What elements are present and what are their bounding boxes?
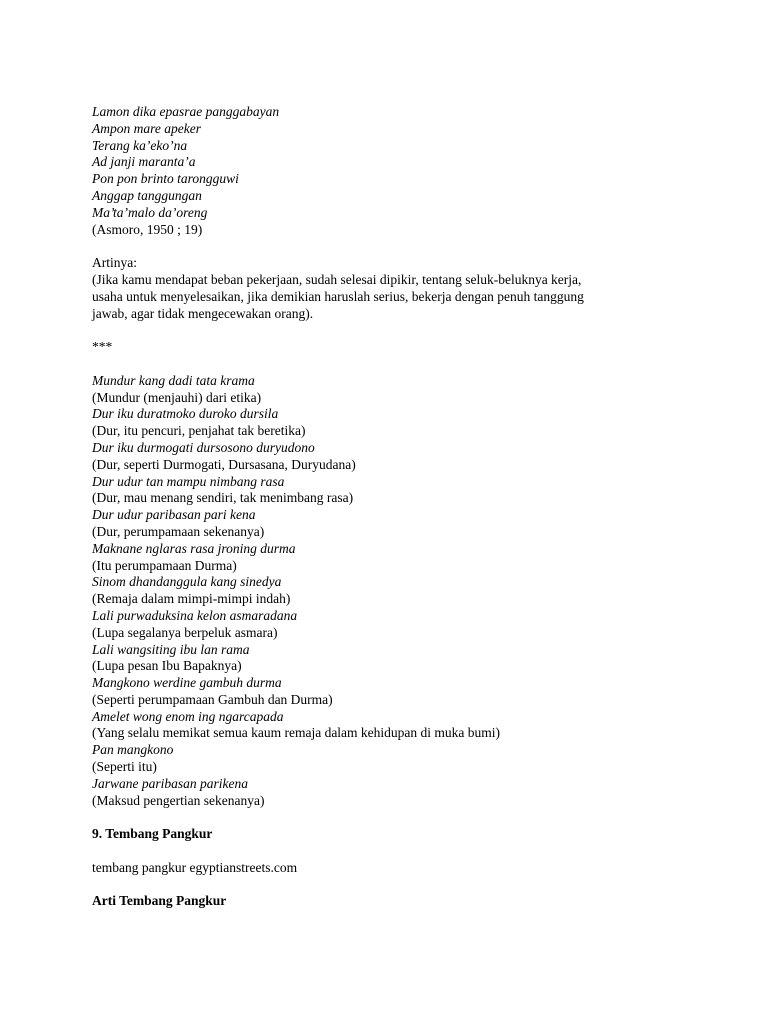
translation-line: (Maksud pengertian sekenanya) bbox=[92, 792, 265, 808]
meaning-text-line: jawab, agar tidak mengecewakan orang). bbox=[92, 305, 314, 321]
javanese-line: Pan mangkono bbox=[92, 742, 174, 758]
javanese-line: Lali purwaduksina kelon asmaradana bbox=[92, 607, 298, 623]
poem-line: Anggap tanggungan bbox=[92, 187, 202, 203]
translation-line: (Dur, perumpamaan sekenanya) bbox=[92, 523, 265, 539]
javanese-line: Sinom dhandanggula kang sinedya bbox=[92, 574, 282, 590]
translation-line: (Seperti itu) bbox=[92, 759, 157, 775]
translation-line: (Lupa segalanya berpeluk asmara) bbox=[92, 624, 278, 640]
javanese-line: Amelet wong enom ing ngarcapada bbox=[92, 708, 284, 724]
translation-line: (Dur, mau menang sendiri, tak menimbang rasa) bbox=[92, 490, 354, 506]
javanese-line: Mangkono werdine gambuh durma bbox=[92, 675, 282, 691]
translation-line: (Remaja dalam mimpi-mimpi indah) bbox=[92, 591, 291, 607]
translation-line: (Yang selalu memikat semua kaum remaja dalam kehidupan di muka bumi) bbox=[92, 725, 501, 741]
meaning-text-line: (Jika kamu mendapat beban pekerjaan, sudah selesai dipikir, tentang seluk-beluknya kerja, bbox=[92, 271, 582, 287]
poem-line: Terang ka’eko’na bbox=[92, 137, 188, 153]
section-heading: 9. Tembang Pangkur bbox=[92, 826, 213, 842]
javanese-line: Dur udur paribasan pari kena bbox=[92, 507, 256, 523]
translation-line: (Itu perumpamaan Durma) bbox=[92, 557, 237, 573]
poem-line: Pon pon brinto tarongguwi bbox=[92, 171, 239, 187]
javanese-line: Jarwane paribasan parikena bbox=[92, 775, 248, 791]
javanese-line: Dur udur tan mampu nimbang rasa bbox=[92, 473, 285, 489]
section-subheading: Arti Tembang Pangkur bbox=[92, 893, 227, 909]
poem-line: Ma’ta’malo da’oreng bbox=[92, 204, 208, 220]
image-caption: tembang pangkur egyptianstreets.com bbox=[92, 859, 298, 875]
poem-line: Ad janji maranta’a bbox=[92, 154, 196, 170]
poem-madurese bbox=[92, 104, 692, 238]
meaning-text-line: usaha untuk menyelesaikan, jika demikian haruslah serius, bekerja dengan penuh tanggung bbox=[92, 288, 584, 304]
javanese-line: Mundur kang dadi tata krama bbox=[92, 372, 255, 388]
poem-javanese bbox=[92, 373, 692, 810]
translation-line: (Dur, seperti Durmogati, Dursasana, Duryudana) bbox=[92, 456, 356, 472]
javanese-line: Lali wangsiting ibu lan rama bbox=[92, 641, 250, 657]
document-page bbox=[92, 104, 692, 910]
translation-line: (Dur, itu pencuri, penjahat tak beretika) bbox=[92, 423, 306, 439]
poem-line: Lamon dika epasrae panggabayan bbox=[92, 104, 280, 119]
meaning-heading: Artinya: bbox=[92, 255, 137, 271]
section-separator: *** bbox=[92, 339, 113, 355]
javanese-line: Maknane nglaras rasa jroning durma bbox=[92, 540, 296, 556]
translation-line: (Lupa pesan Ibu Bapaknya) bbox=[92, 658, 242, 674]
poem-citation: (Asmoro, 1950 ; 19) bbox=[92, 221, 203, 237]
meaning-block bbox=[92, 255, 692, 322]
poem-line: Ampon mare apeker bbox=[92, 120, 201, 136]
translation-line: (Seperti perumpamaan Gambuh dan Durma) bbox=[92, 691, 333, 707]
javanese-line: Dur iku durmogati dursosono duryudono bbox=[92, 439, 315, 455]
javanese-line: Dur iku duratmoko duroko dursila bbox=[92, 406, 279, 422]
translation-line: (Mundur (menjauhi) dari etika) bbox=[92, 389, 262, 405]
